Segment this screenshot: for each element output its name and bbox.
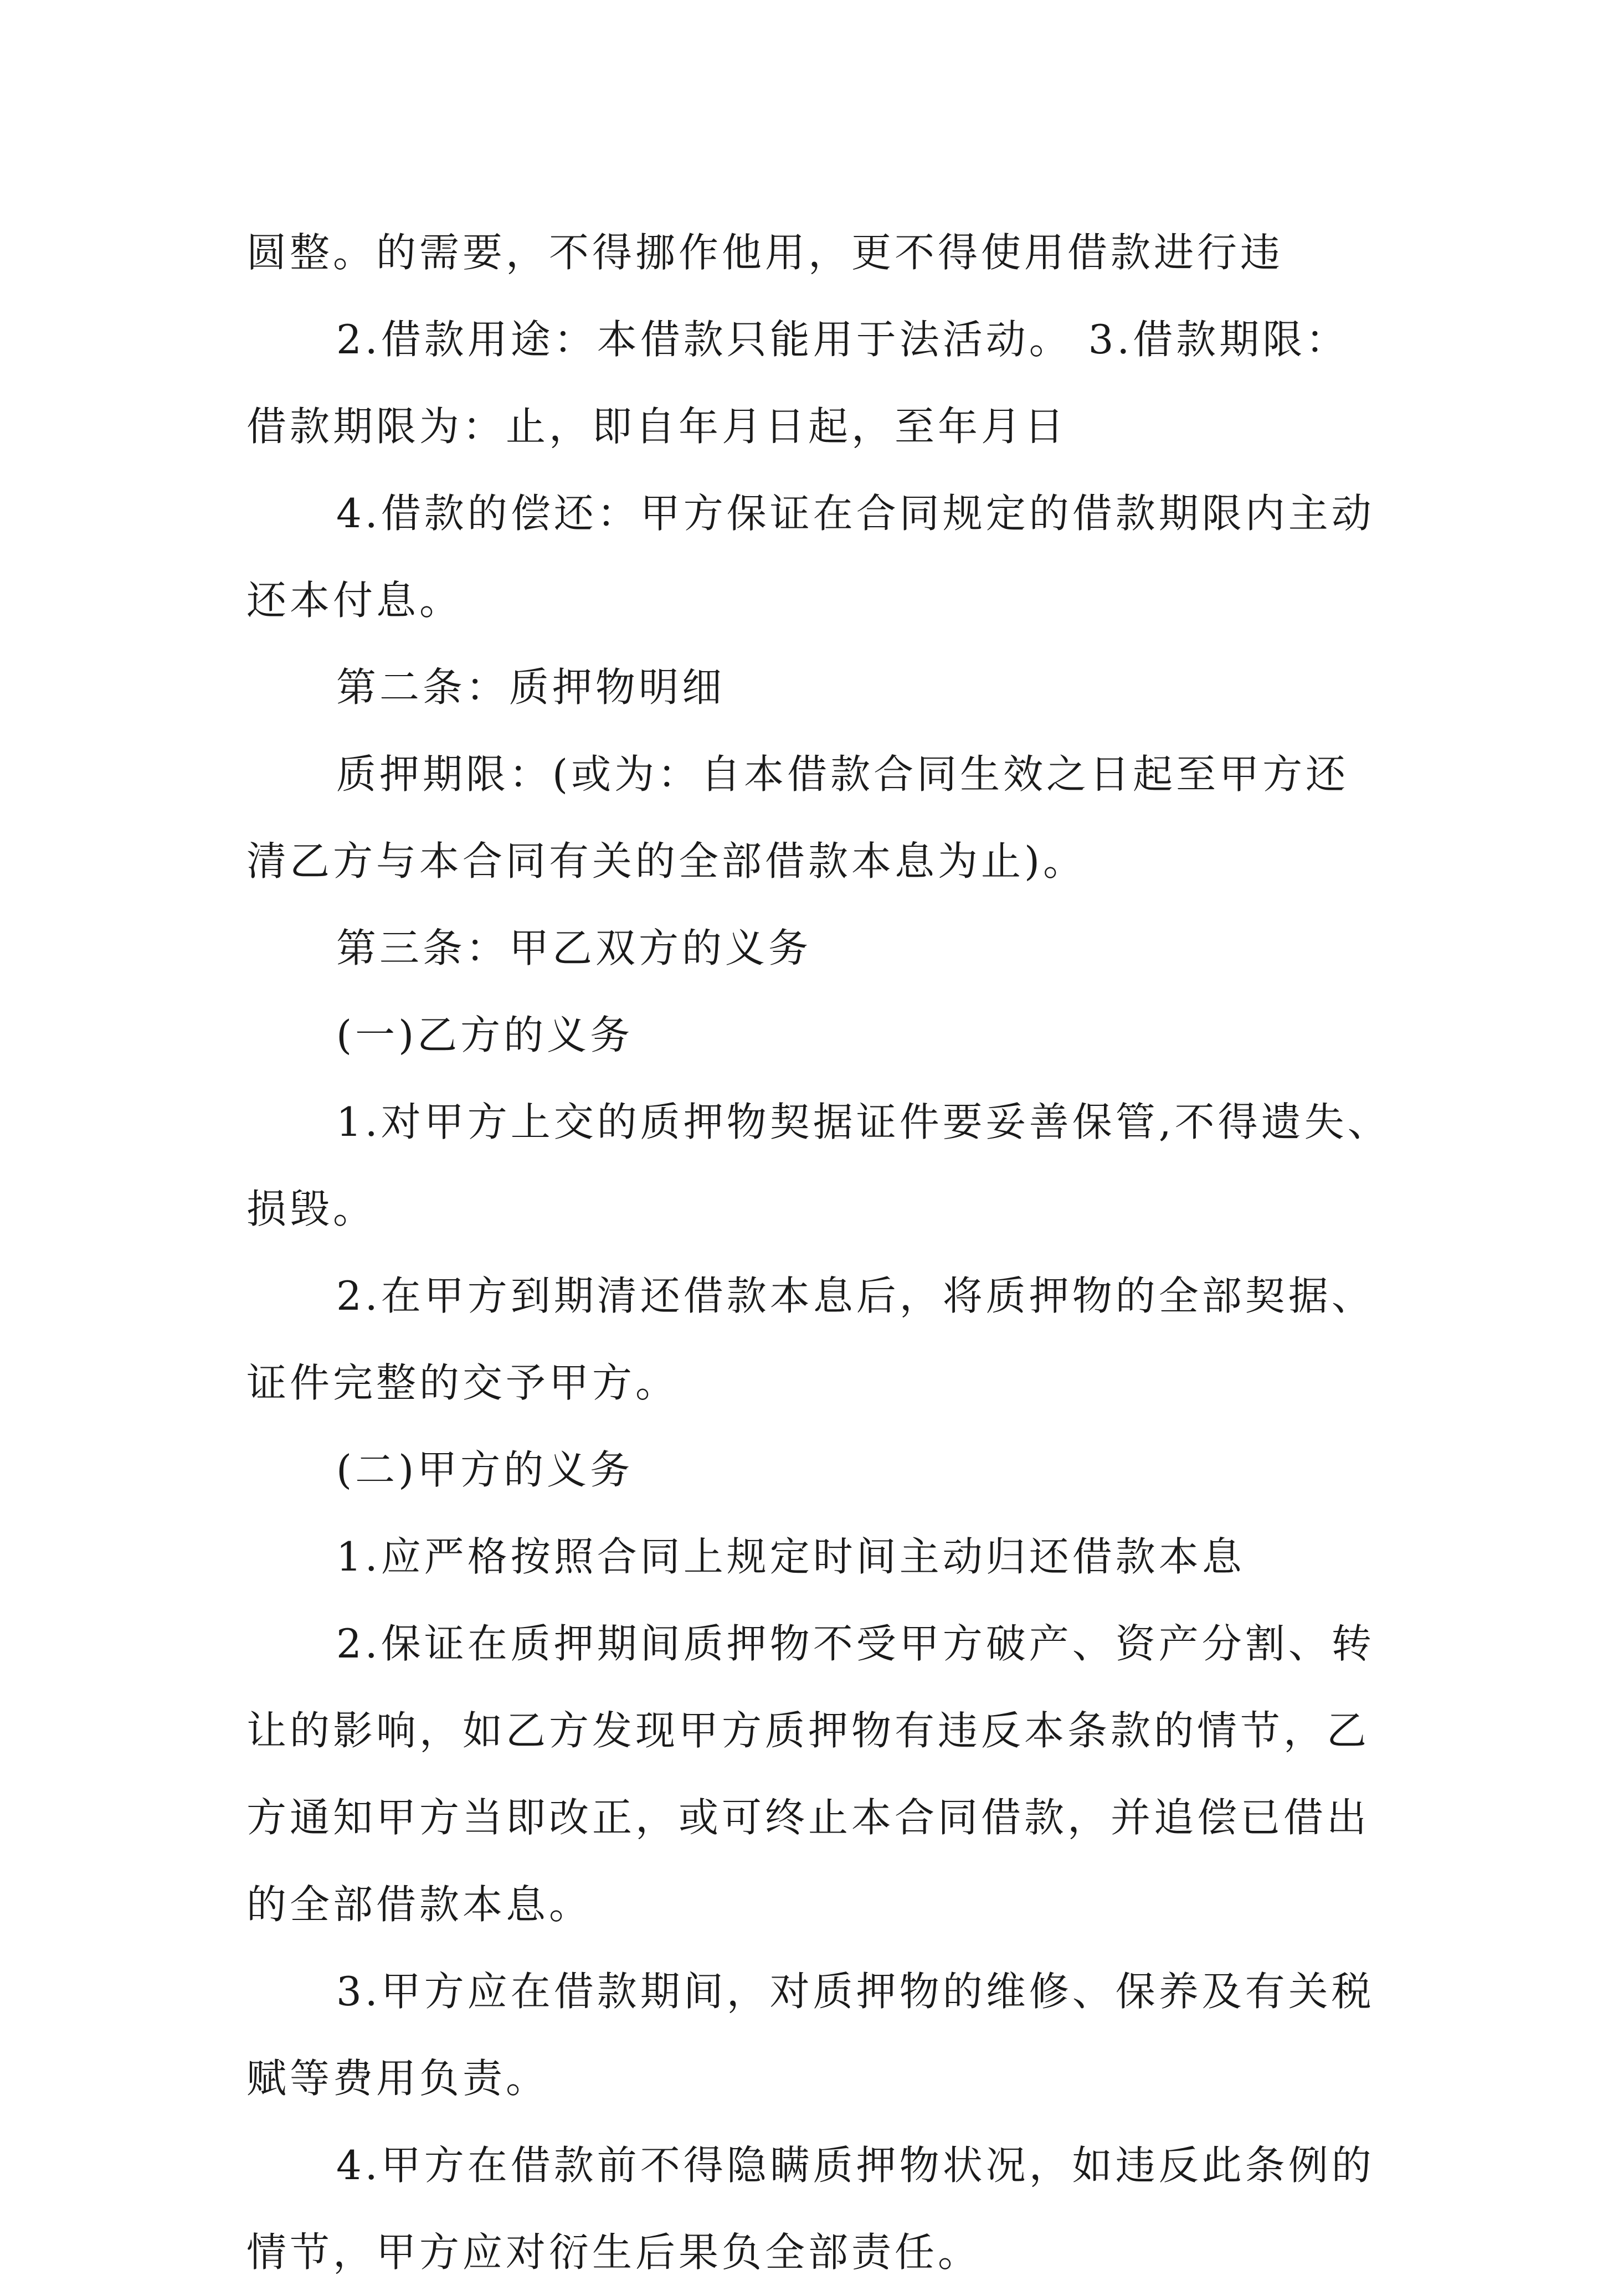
- text-line: 还本付息。: [246, 577, 463, 624]
- text-line: 2.保证在质押期间质押物不受甲方破产、资产分割、转: [336, 1620, 1375, 1667]
- text-line: 圆整。的需要，不得挪作他用，更不得使用借款进行违: [246, 229, 1284, 276]
- text-line: 1.对甲方上交的质押物契据证件要妥善保管,不得遗失、: [336, 1099, 1391, 1145]
- text-line: 借款期限为：止，即自年月日起，至年月日: [246, 403, 1068, 450]
- text-line: 证件完整的交予甲方。: [246, 1360, 679, 1406]
- text-line: 方通知甲方当即改正，或可终止本合同借款，并追偿已借出: [246, 1794, 1370, 1841]
- text-line: 赋等费用负责。: [246, 2055, 549, 2102]
- text-line: 的全部借款本息。: [246, 1881, 593, 1928]
- section-heading: 第二条：质押物明细: [336, 664, 726, 711]
- text-line: 让的影响，如乙方发现甲方质押物有违反本条款的情节，乙: [246, 1707, 1370, 1754]
- text-line: 质押期限：(或为：自本借款合同生效之日起至甲方还: [336, 751, 1349, 797]
- subsection-heading: (二)甲方的义务: [336, 1446, 634, 1493]
- text-line: 2.在甲方到期清还借款本息后，将质押物的全部契据、: [336, 1273, 1375, 1319]
- text-line: 损毁。: [246, 1186, 377, 1232]
- document-body: [246, 209, 1399, 2296]
- text-line: 4.甲方在借款前不得隐瞒质押物状况，如违反此条例的: [336, 2142, 1375, 2189]
- text-line: 1.应严格按照合同上规定时间主动归还借款本息: [336, 1533, 1245, 1580]
- text-line: 清乙方与本合同有关的全部借款本息为止)。: [246, 838, 1087, 884]
- subsection-heading: (一)乙方的义务: [336, 1012, 634, 1058]
- text-line: 情节，甲方应对衍生后果负全部责任。: [246, 2229, 982, 2276]
- text-line: 4.借款的偿还：甲方保证在合同规定的借款期限内主动: [336, 490, 1375, 537]
- text-line: 3.甲方应在借款期间，对质押物的维修、保养及有关税: [336, 1968, 1375, 2015]
- section-heading: 第三条：甲乙双方的义务: [336, 925, 812, 971]
- text-line: 2.借款用途：本借款只能用于法活动。 3.借款期限：: [336, 316, 1349, 363]
